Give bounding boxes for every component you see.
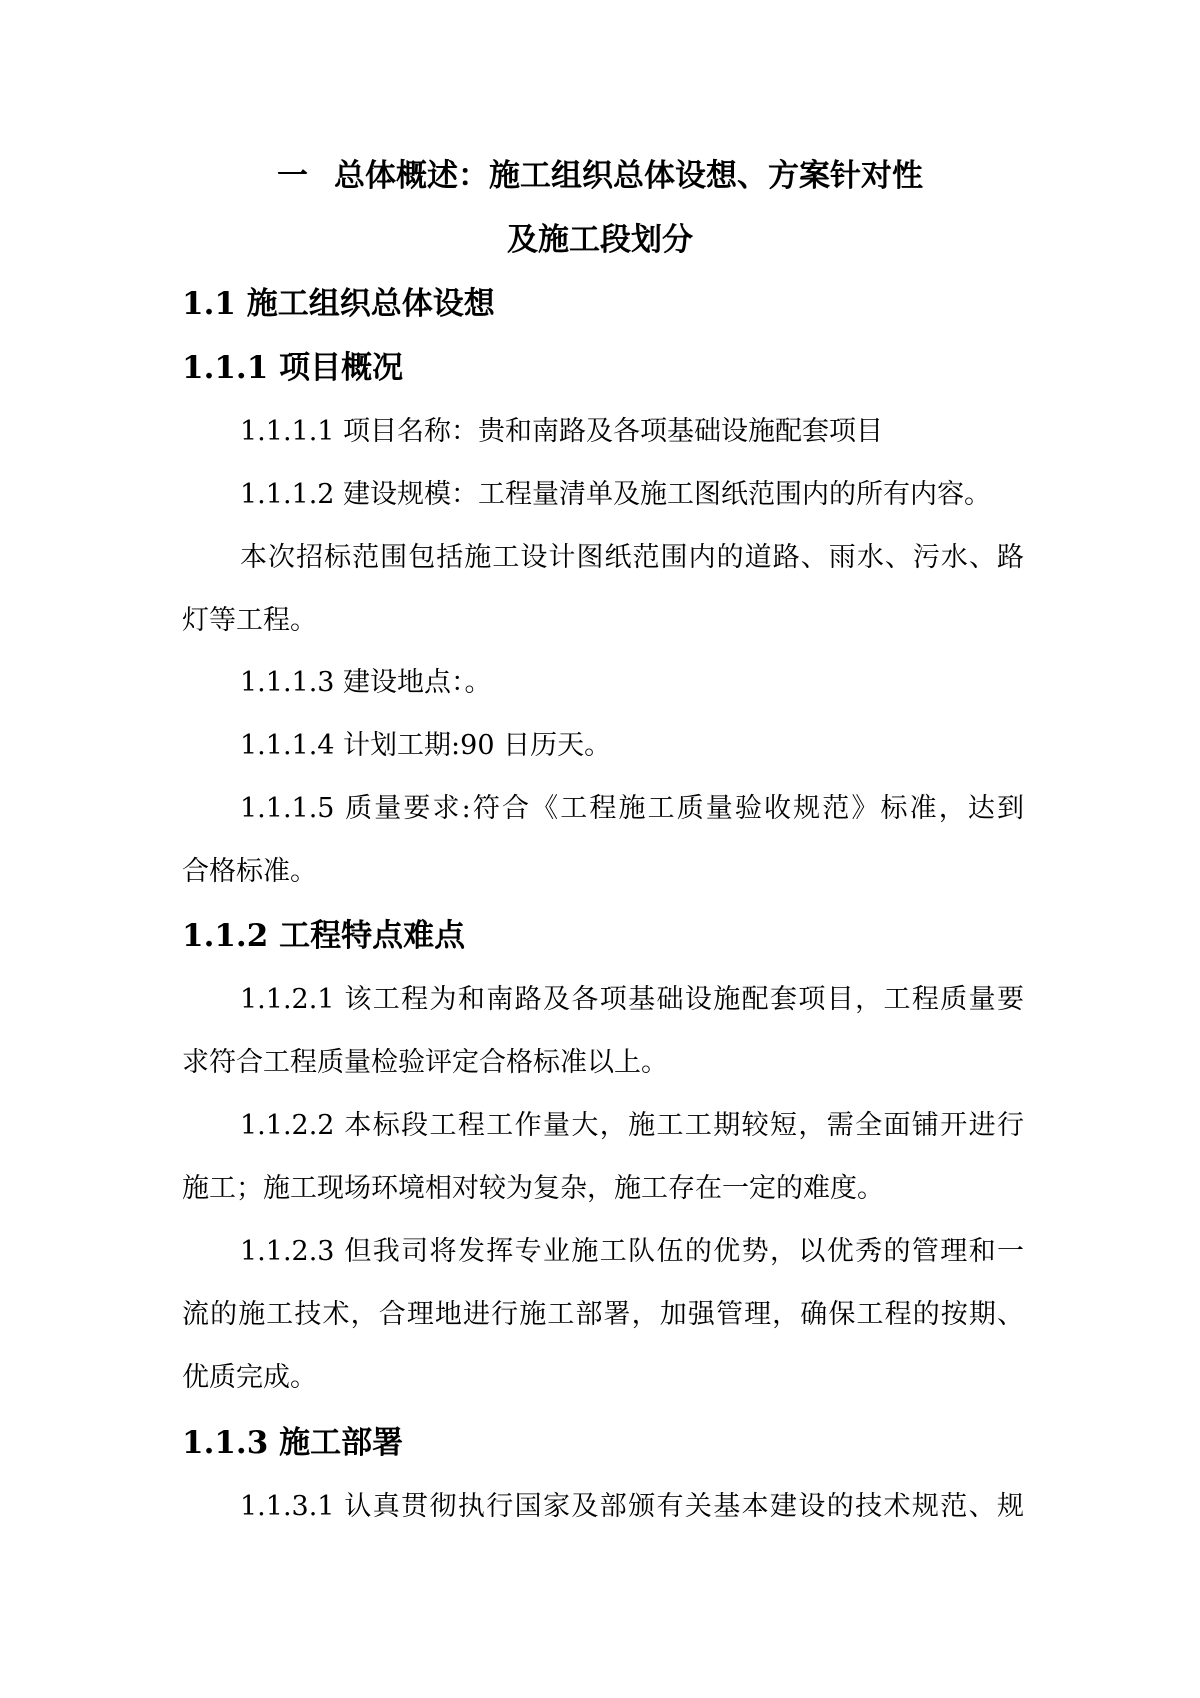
paragraph-1-1-2-1-line2: 求符合工程质量检验评定合格标准以上。: [182, 1047, 668, 1078]
paragraph-1-1-1-5-line2: 合格标准。: [182, 856, 317, 887]
paragraph-1-1-2-3-line2-text: 流的施工技术，合理地进行施工部署，加强管理，确保工程的按期、: [182, 1299, 1024, 1330]
paragraph-1-1-1-5-line1: [240, 792, 1024, 826]
paragraph-1-1-2-3-line1-text: 1.1.2.3 但我司将发挥专业施工队伍的优势，以优秀的管理和一: [240, 1236, 1024, 1267]
paragraph-1-1-1-5-line1-text: 1.1.1.5 质量要求:符合《工程施工质量验收规范》标准，达到: [240, 793, 1024, 824]
paragraph-1-1-2-3-line1: [240, 1235, 1024, 1269]
paragraph-1-1-2-1-line1: [240, 983, 1024, 1017]
paragraph-1-1-3-1-line1: [240, 1490, 1024, 1524]
paragraph-1-1-2-2-line2: 施工；施工现场环境相对较为复杂，施工存在一定的难度。: [182, 1173, 884, 1204]
paragraph-1-1-2-2-line1-text: 1.1.2.2 本标段工程工作量大，施工工期较短，需全面铺开进行: [240, 1110, 1024, 1141]
paragraph-1-1-3-1-line1-text: 1.1.3.1 认真贯彻执行国家及部颁有关基本建设的技术规范、规: [240, 1491, 1024, 1522]
paragraph-1-1-2-3-line3: 优质完成。: [182, 1362, 317, 1393]
paragraph-1-1-2-1-line1-text: 1.1.2.1 该工程为和南路及各项基础设施配套项目，工程质量要: [240, 984, 1024, 1015]
section-heading-1-1-1: 1.1.1 项目概况: [182, 350, 404, 386]
scope-line-1-text: 本次招标范围包括施工设计图纸范围内的道路、雨水、污水、路: [240, 542, 1024, 573]
paragraph-1-1-1-3: 1.1.1.3 建设地点：。: [240, 667, 492, 698]
chapter-title-text: 总体概述：施工组织总体设想、方案针对性: [334, 158, 923, 194]
section-heading-1-1: 1.1 施工组织总体设想: [182, 286, 495, 322]
paragraph-1-1-1-4: 1.1.1.4 计划工期:90 日历天。: [240, 730, 612, 761]
scope-line-2: 灯等工程。: [182, 605, 317, 636]
paragraph-1-1-1-1: 1.1.1.1 项目名称：贵和南路及各项基础设施配套项目: [240, 416, 884, 447]
paragraph-1-1-1-2: 1.1.1.2 建设规模：工程量清单及施工图纸范围内的所有内容。: [240, 479, 992, 510]
section-heading-1-1-3: 1.1.3 施工部署: [182, 1425, 404, 1461]
scope-line-1: [240, 541, 1024, 575]
section-heading-1-1-2: 1.1.2 工程特点难点: [182, 918, 466, 954]
chapter-number: 一: [277, 158, 308, 194]
paragraph-1-1-2-2-line1: [240, 1109, 1024, 1143]
paragraph-1-1-2-3-line2: [182, 1298, 1024, 1332]
chapter-title-line1: [0, 156, 1200, 196]
chapter-title-line2: 及施工段划分: [507, 222, 693, 258]
